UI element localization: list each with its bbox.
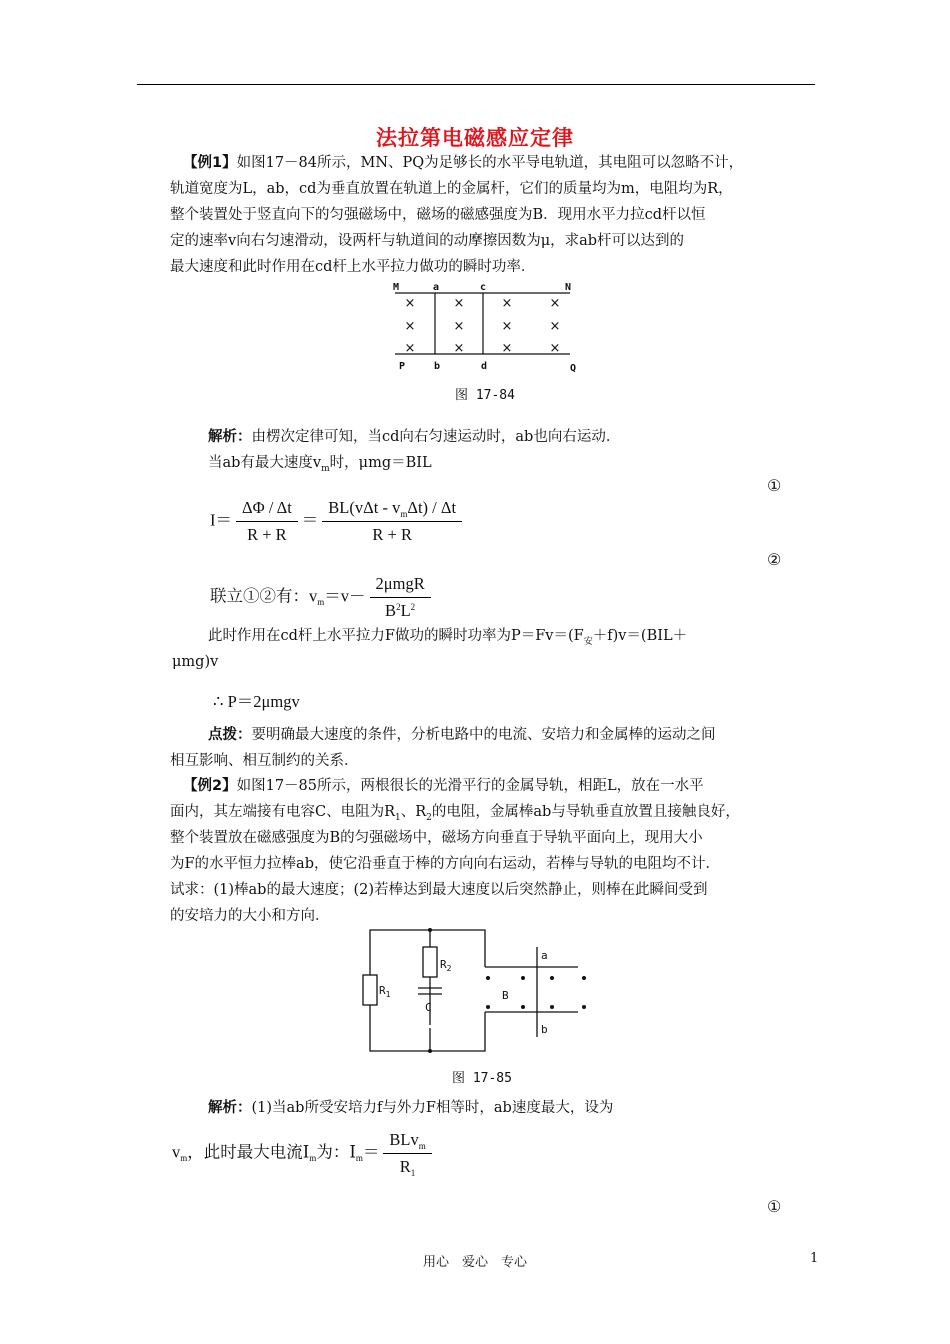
label-a-fig2: a xyxy=(541,949,548,962)
svg-text:×: × xyxy=(453,341,465,356)
ex2-tag: 【例2】 xyxy=(183,778,237,794)
figure-17-85-caption: 图 17-85 xyxy=(452,1071,512,1086)
svg-text:×: × xyxy=(453,296,465,311)
result-power: ∴ P＝2μmgv xyxy=(213,692,300,711)
label-d: d xyxy=(481,361,488,372)
svg-text:×: × xyxy=(404,319,416,334)
resistor-R1 xyxy=(363,975,377,1005)
ex1-line3: 整个装置处于竖直向下的匀强磁场中，磁场的磁感强度为B．现用水平力拉cd杆以恒 xyxy=(170,207,706,223)
figure-17-84 xyxy=(385,278,585,378)
ex1-line4: 定的速率v向右匀速滑动，设两杆与轨道间的动摩擦因数为μ，求ab杆可以达到的 xyxy=(170,233,685,249)
sol1-line4: μmg)v xyxy=(172,654,219,670)
ex2-line1: 【例2】如图17－85所示，两根很长的光滑平行的金属导轨，相距L，放在一水平 xyxy=(183,778,704,794)
figure-17-84-caption: 图 17-84 xyxy=(455,388,515,403)
ex2-line6: 的安培力的大小和方向． xyxy=(170,908,330,924)
svg-text:×: × xyxy=(549,319,561,334)
ex1-line5: 最大速度和此时作用在cd杆上水平拉力做功的瞬时功率． xyxy=(170,259,536,275)
svg-text:×: × xyxy=(404,296,416,311)
page-title: 法拉第电磁感应定律 xyxy=(376,126,574,150)
label-M: M xyxy=(393,282,400,293)
equation-Im: $v_m$，此时最大电流$I_m$为：$I_m=$ $\frac{BLv_m}{R_1}$ xyxy=(172,1130,436,1177)
eq-mark-1: ① xyxy=(767,476,782,495)
footer-slogan: 用心 爱心 专心 xyxy=(422,1255,527,1270)
figure-17-85 xyxy=(355,925,600,1060)
ex1-text1: 如图17－84所示，MN、PQ为足够长的水平导电轨道，其电阻可以忽略不计， xyxy=(236,155,744,171)
ex1-line2: 轨道宽度为L，ab，cd为垂直放置在轨道上的金属杆，它们的质量均为m，电阻均为R， xyxy=(170,181,733,197)
svg-text:×: × xyxy=(501,341,513,356)
sol2-line1: 解析：(1)当ab所受安培力f与外力F相等时，ab速度最大，设为 xyxy=(208,1100,614,1116)
page-number: 1 xyxy=(810,1251,819,1266)
label-R1: $R_1$ xyxy=(379,984,391,999)
svg-text:×: × xyxy=(549,296,561,311)
sol1-line1 xyxy=(208,424,620,450)
label-Q: Q xyxy=(570,363,577,374)
sol1-line3: 此时作用在cd杆上水平拉力F做功的瞬时功率为$P=Fv=(F_安+f)v=(BIL+$ xyxy=(208,628,688,647)
svg-text:×: × xyxy=(501,296,513,311)
label-C: C xyxy=(425,1001,432,1014)
sol1-tag: 解析： xyxy=(208,429,252,445)
tip1-line2: 相互影响、相互制约的关系． xyxy=(170,753,359,769)
ex2-line4: 为F的水平恒力拉棒ab，使它沿垂直于棒的方向向右运动，若棒与导轨的电阻均不计． xyxy=(170,856,720,872)
label-b-fig2: b xyxy=(541,1023,548,1036)
sol2-tag: 解析： xyxy=(208,1100,252,1116)
svg-text:×: × xyxy=(501,319,513,334)
ex2-line2: 面内，其左端接有电容C、电阻为$R_1$、$R_2$的电阻，金属棒ab与导轨垂直放置且接触良好， xyxy=(170,804,740,823)
ex1-tag: 【例1】 xyxy=(183,155,237,171)
label-c: c xyxy=(480,282,487,293)
ex2-line3: 整个装置放在磁感强度为B的匀强磁场中，磁场方向垂直于导轨平面向上，现用大小 xyxy=(170,830,703,846)
svg-text:×: × xyxy=(549,341,561,356)
ex1-line1 xyxy=(183,150,743,176)
tip1-tag: 点拨： xyxy=(208,727,252,743)
resistor-R2 xyxy=(423,947,437,977)
equation-current: I＝ $\frac{\Delta\Phi / \Delta t}{R + R}$ ＝ $\frac{BL(v\Delta t - v_m\Delta t) / \Delta t}{R + R}$ xyxy=(210,498,466,545)
label-b: b xyxy=(434,361,441,372)
tip1-line1: 点拨：要明确最大速度的条件，分析电路中的电流、安培力和金属棒的运动之间 xyxy=(208,727,716,743)
header-rule xyxy=(137,84,815,85)
sol1-text1: 由楞次定律可知，当cd向右匀速运动时，ab也向右运动． xyxy=(251,429,621,445)
label-N: N xyxy=(565,282,572,293)
eq-mark-2-1: ① xyxy=(767,1197,782,1216)
ex2-line5: 试求：(1)棒ab的最大速度；(2)若棒达到最大速度以后突然静止，则棒在此瞬间受到 xyxy=(170,882,708,898)
sol1-line2: 当ab有最大速度$v_m$时，μmg＝BIL xyxy=(208,455,432,474)
svg-text:×: × xyxy=(453,319,465,334)
label-R2: $R_2$ xyxy=(440,958,452,973)
label-P: P xyxy=(399,361,406,372)
eq-mark-2: ② xyxy=(767,550,782,569)
label-a: a xyxy=(433,282,440,293)
equation-vm: 联立①②有：$v_m=v-$ $\frac{\text{2μmgR}}{B^2L^2}$ xyxy=(210,574,435,621)
label-B: B xyxy=(502,989,509,1002)
svg-text:×: × xyxy=(404,341,416,356)
